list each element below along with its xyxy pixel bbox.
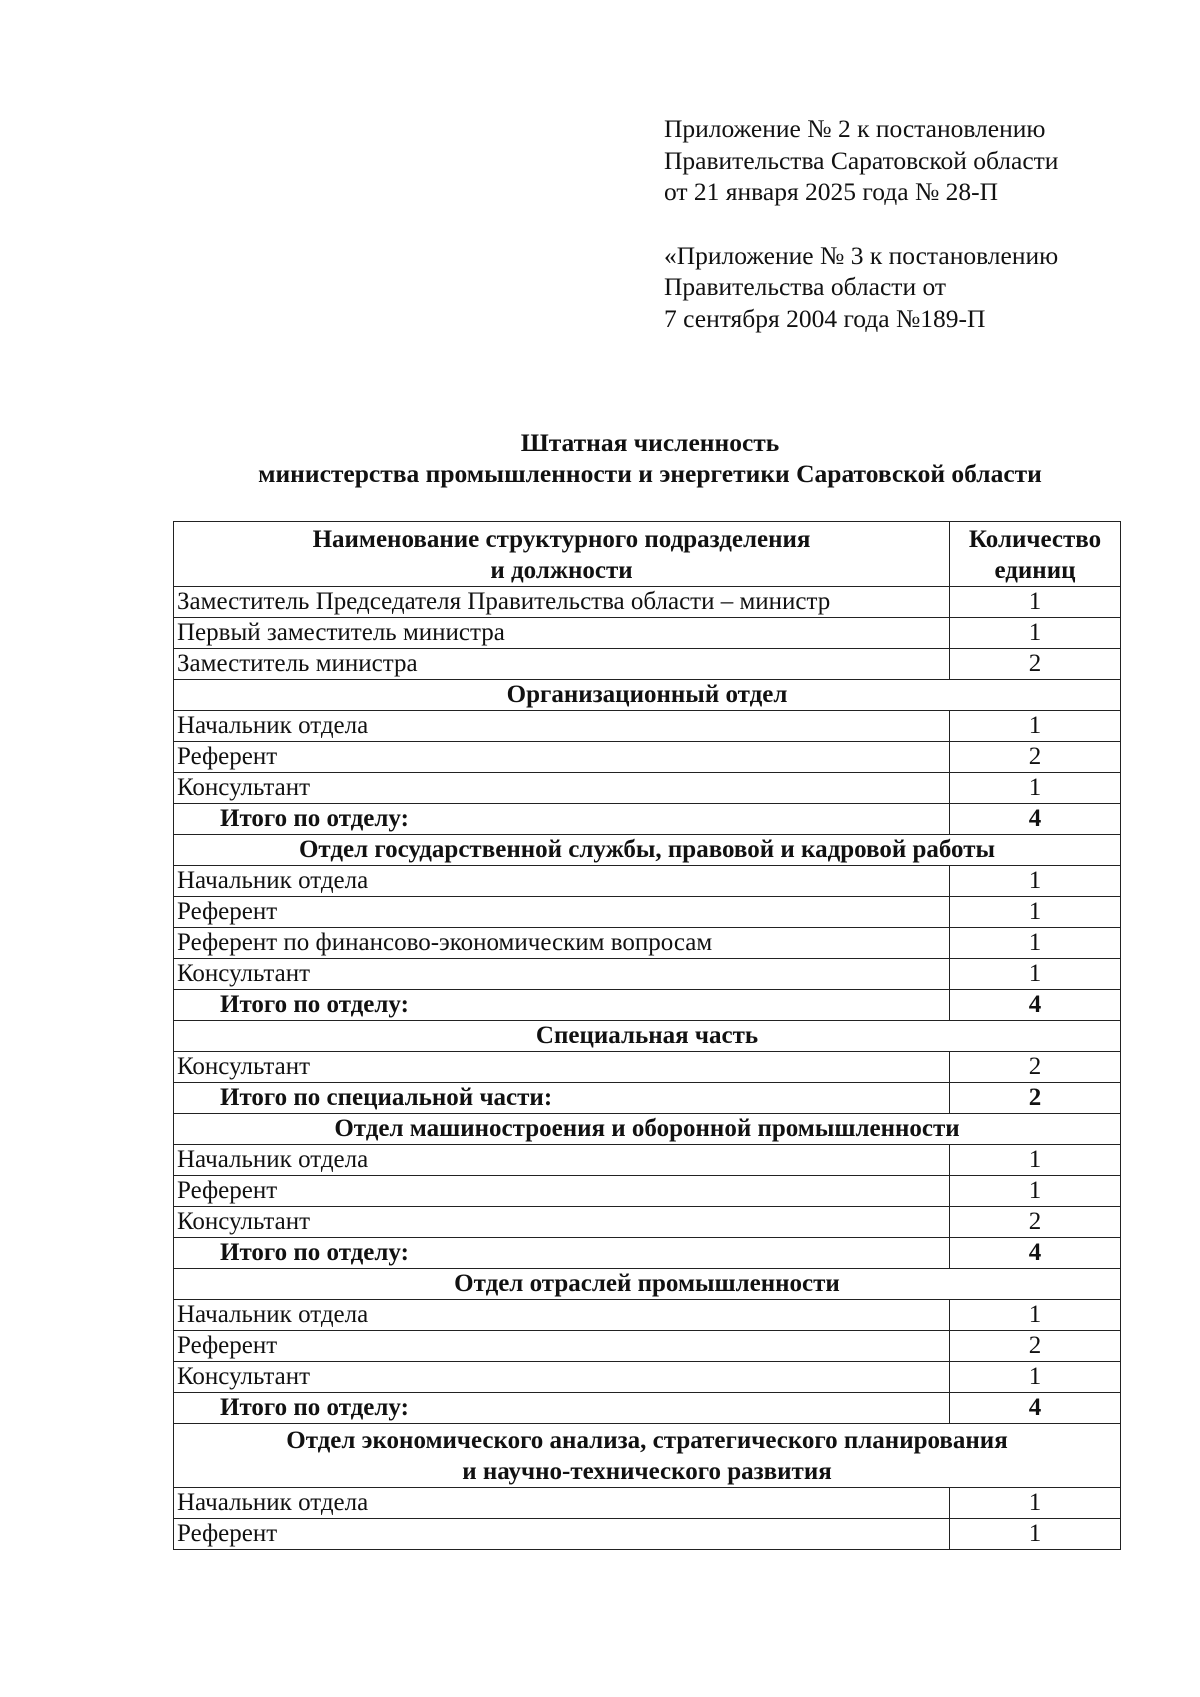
staff-table [173, 521, 1121, 1550]
table-row [174, 587, 1121, 618]
table-row [174, 1519, 1121, 1550]
section-heading-line: Организационный отдел [506, 681, 788, 708]
table-row [174, 742, 1121, 773]
position-quantity: 1 [950, 928, 1121, 959]
annex2-line: Правительства Саратовской области [664, 145, 1059, 175]
table-row [174, 649, 1121, 680]
annex3-line: Правительства области от [664, 272, 947, 301]
total-label: Итого по отделу: [174, 804, 950, 835]
total-quantity: 4 [950, 804, 1121, 835]
section-heading-row [174, 1269, 1121, 1300]
position-name: Референт [174, 1331, 950, 1362]
position-quantity: 1 [950, 587, 1121, 618]
section-heading-line: Отдел экономического анализа, стратегического планирования [286, 1427, 1008, 1454]
annex2-line: Приложение № 2 к постановлению [664, 114, 1046, 143]
position-name: Консультант [174, 959, 950, 990]
section-heading [174, 1114, 1121, 1145]
table-row [174, 1331, 1121, 1362]
staff-table-body [174, 587, 1121, 1550]
annex3-line: 7 сентября 2004 года №189-П [664, 303, 986, 333]
table-row [174, 1300, 1121, 1331]
table-row [174, 959, 1121, 990]
table-row [174, 773, 1121, 804]
title-line: Штатная численность [520, 428, 780, 457]
header-qty-line: Количество [968, 526, 1102, 553]
position-quantity: 1 [950, 897, 1121, 928]
position-quantity: 1 [950, 1145, 1121, 1176]
header-name-line: Наименование структурного подразделения [312, 526, 811, 553]
position-quantity: 2 [950, 649, 1121, 680]
section-heading-row [174, 835, 1121, 866]
table-row [174, 1176, 1121, 1207]
section-heading-line: и научно-технического развития [462, 1458, 832, 1485]
position-name: Консультант [174, 1207, 950, 1238]
position-name: Начальник отдела [174, 711, 950, 742]
total-quantity: 4 [950, 1238, 1121, 1269]
position-quantity: 1 [950, 866, 1121, 897]
position-quantity: 1 [950, 773, 1121, 804]
section-heading-line: Специальная часть [535, 1022, 759, 1049]
position-quantity: 2 [950, 1331, 1121, 1362]
position-name: Референт [174, 742, 950, 773]
position-quantity: 1 [950, 1362, 1121, 1393]
table-row [174, 1488, 1121, 1519]
position-quantity: 1 [950, 1300, 1121, 1331]
total-quantity: 2 [950, 1083, 1121, 1114]
position-name: Референт по финансово-экономическим вопросам [174, 928, 950, 959]
section-heading [174, 1269, 1121, 1300]
position-name: Начальник отдела [174, 1145, 950, 1176]
section-heading-line: Отдел отраслей промышленности [454, 1270, 840, 1297]
section-heading [174, 1021, 1121, 1052]
position-name: Консультант [174, 1052, 950, 1083]
table-row [174, 928, 1121, 959]
total-row [174, 990, 1121, 1021]
section-heading-row [174, 1424, 1121, 1488]
position-quantity: 1 [950, 1176, 1121, 1207]
total-row [174, 1238, 1121, 1269]
section-heading-row [174, 1021, 1121, 1052]
total-label: Итого по специальной части: [174, 1083, 950, 1114]
position-name: Заместитель министра [174, 649, 950, 680]
table-row [174, 1052, 1121, 1083]
position-quantity: 1 [950, 711, 1121, 742]
position-name: Начальник отдела [174, 1300, 950, 1331]
annex3-line: «Приложение № 3 к постановлению [664, 240, 1059, 270]
annex-preamble [664, 113, 1058, 334]
position-name: Начальник отдела [174, 866, 950, 897]
document-title [130, 427, 1170, 489]
position-quantity: 2 [950, 1207, 1121, 1238]
section-heading [174, 680, 1121, 711]
section-heading [174, 835, 1121, 866]
position-name: Консультант [174, 773, 950, 804]
position-quantity: 1 [950, 1488, 1121, 1519]
section-heading [174, 1424, 1121, 1488]
section-heading-line: Отдел государственной службы, правовой и кадровой работы [298, 836, 996, 863]
position-quantity: 1 [950, 1519, 1121, 1550]
total-label: Итого по отделу: [174, 1393, 950, 1424]
title-line: министерства промышленности и энергетики Саратовской области [258, 459, 1042, 488]
position-quantity: 1 [950, 618, 1121, 649]
position-quantity: 2 [950, 1052, 1121, 1083]
position-quantity: 1 [950, 959, 1121, 990]
total-row [174, 1393, 1121, 1424]
position-name: Консультант [174, 1362, 950, 1393]
total-quantity: 4 [950, 1393, 1121, 1424]
position-name: Референт [174, 1519, 950, 1550]
total-label: Итого по отделу: [174, 990, 950, 1021]
position-name: Начальник отдела [174, 1488, 950, 1519]
table-row [174, 1207, 1121, 1238]
table-header-row [174, 522, 1121, 587]
table-row [174, 711, 1121, 742]
table-row [174, 866, 1121, 897]
header-name-cell [174, 522, 950, 587]
total-label: Итого по отделу: [174, 1238, 950, 1269]
header-qty-line: единиц [994, 557, 1076, 584]
annex2-line: от 21 января 2025 года № 28-П [664, 177, 999, 206]
section-heading-row [174, 1114, 1121, 1145]
position-quantity: 2 [950, 742, 1121, 773]
table-row [174, 1362, 1121, 1393]
position-name: Первый заместитель министра [174, 618, 950, 649]
position-name: Заместитель Председателя Правительства области – министр [174, 587, 950, 618]
section-heading-row [174, 680, 1121, 711]
table-row [174, 618, 1121, 649]
header-name-line: и должности [490, 557, 633, 584]
total-quantity: 4 [950, 990, 1121, 1021]
total-row [174, 1083, 1121, 1114]
section-heading-line: Отдел машиностроения и оборонной промышленности [334, 1115, 960, 1142]
header-qty-cell [950, 522, 1121, 587]
table-row [174, 897, 1121, 928]
position-name: Референт [174, 897, 950, 928]
total-row [174, 804, 1121, 835]
position-name: Референт [174, 1176, 950, 1207]
table-row [174, 1145, 1121, 1176]
